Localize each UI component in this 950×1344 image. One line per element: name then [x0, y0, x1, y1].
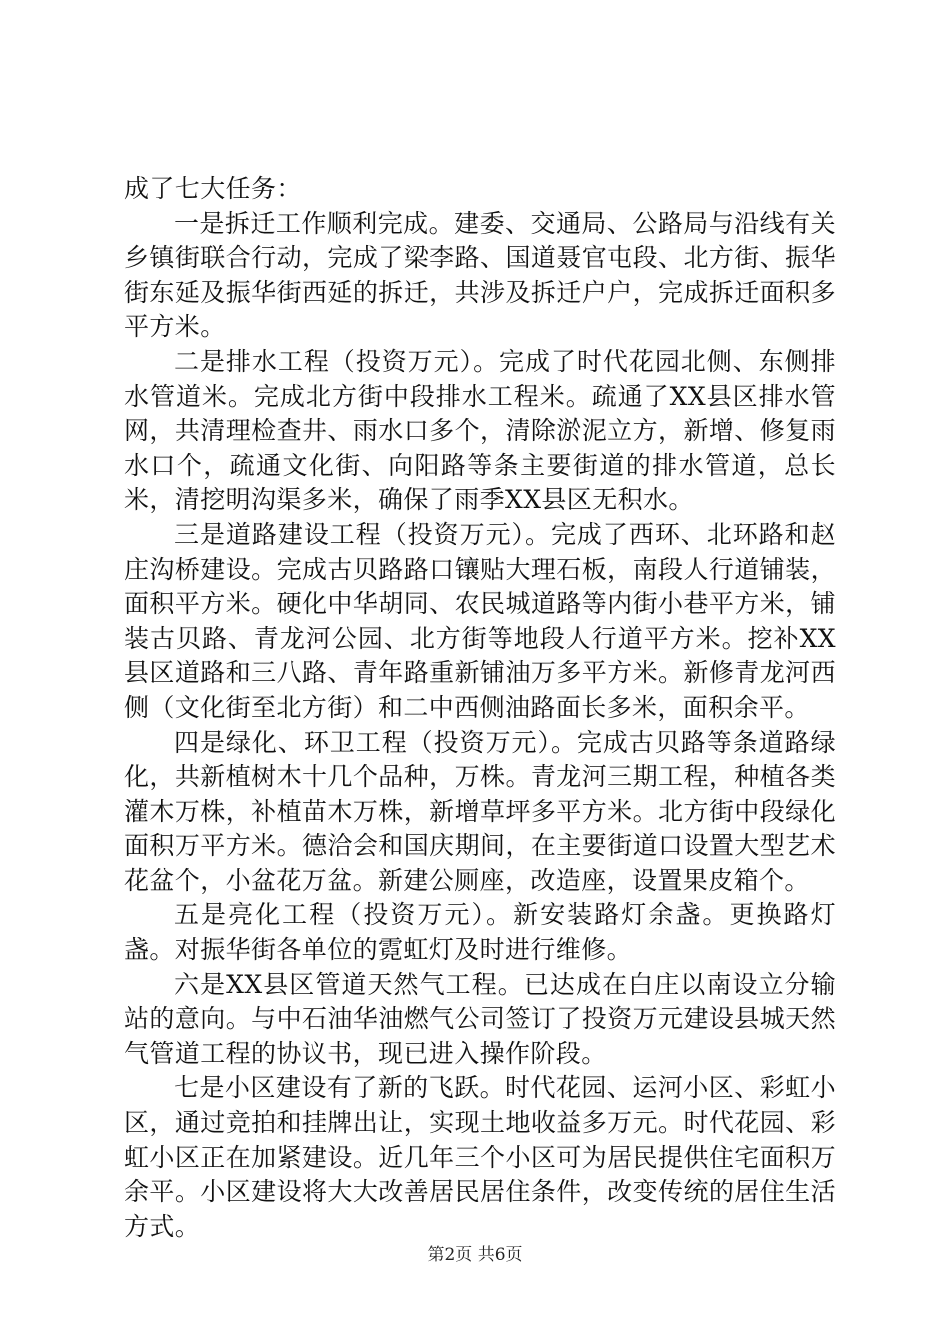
paragraph-task-5-lighting: 五是亮化工程（投资万元）。新安装路灯余盏。更换路灯盏。对振华街各单位的霓虹灯及时进行维修。 — [124, 900, 836, 965]
paragraph-task-4-greening: 四是绿化、环卫工程（投资万元）。完成古贝路等条道路绿化，共新植树木十几个品种，万株。青龙河三期工程，种植各类灌木万株，补植苗木万株，新增草坪多平方米。北方街中段绿化面积万平方米。德洽会和国庆期间，在主要街道口设置大型艺术花盆个，小盆花万盆。新建公厕座，改造座，设置果皮箱个。 — [124, 727, 836, 895]
paragraph-intro: 成了七大任务： — [124, 174, 302, 203]
paragraph-task-6-natural-gas: 六是XX县区管道天然气工程。已达成在白庄以南设立分输站的意向。与中石油华油燃气公司签订了投资万元建设县城天然气管道工程的协议书，现已进入操作阶段。 — [124, 969, 836, 1068]
paragraph-task-7-residential: 七是小区建设有了新的飞跃。时代花园、运河小区、彩虹小区，通过竞拍和挂牌出让，实现土地收益多万元。时代花园、彩虹小区正在加紧建设。近几年三个小区可为居民提供住宅面积万余平。小区建设将大大改善居民居住条件，改变传统的居住生活方式。 — [124, 1073, 836, 1241]
paragraph-task-3-roads: 三是道路建设工程（投资万元）。完成了西环、北环路和赵庄沟桥建设。完成古贝路路口镶贴大理石板，南段人行道铺装，面积平方米。硬化中华胡同、农民城道路等内街小巷平方米，铺装古贝路、青龙河公园、北方街等地段人行道平方米。挖补XX县区道路和三八路、青年路重新铺油万多平方米。新修青龙河西侧（文化街至北方街）和二中西侧油路面长多米，面积余平。 — [124, 519, 836, 722]
document-body — [124, 172, 836, 1244]
paragraph-task-2-drainage: 二是排水工程（投资万元）。完成了时代花园北侧、东侧排水管道米。完成北方街中段排水工程米。疏通了XX县区排水管网，共清理检查井、雨水口多个，清除淤泥立方，新增、修复雨水口个，疏通文化街、向阳路等条主要街道的排水管道，总长米，清挖明沟渠多米，确保了雨季XX县区无积水。 — [124, 346, 836, 515]
page-number-footer: 第2页 共6页 — [427, 1245, 523, 1265]
paragraph-task-1-demolition: 一是拆迁工作顺利完成。建委、交通局、公路局与沿线有关乡镇街联合行动，完成了梁李路、国道聂官屯段、北方街、振华街东延及振华街西延的拆迁，共涉及拆迁户户，完成拆迁面积多平方米。 — [124, 208, 836, 342]
